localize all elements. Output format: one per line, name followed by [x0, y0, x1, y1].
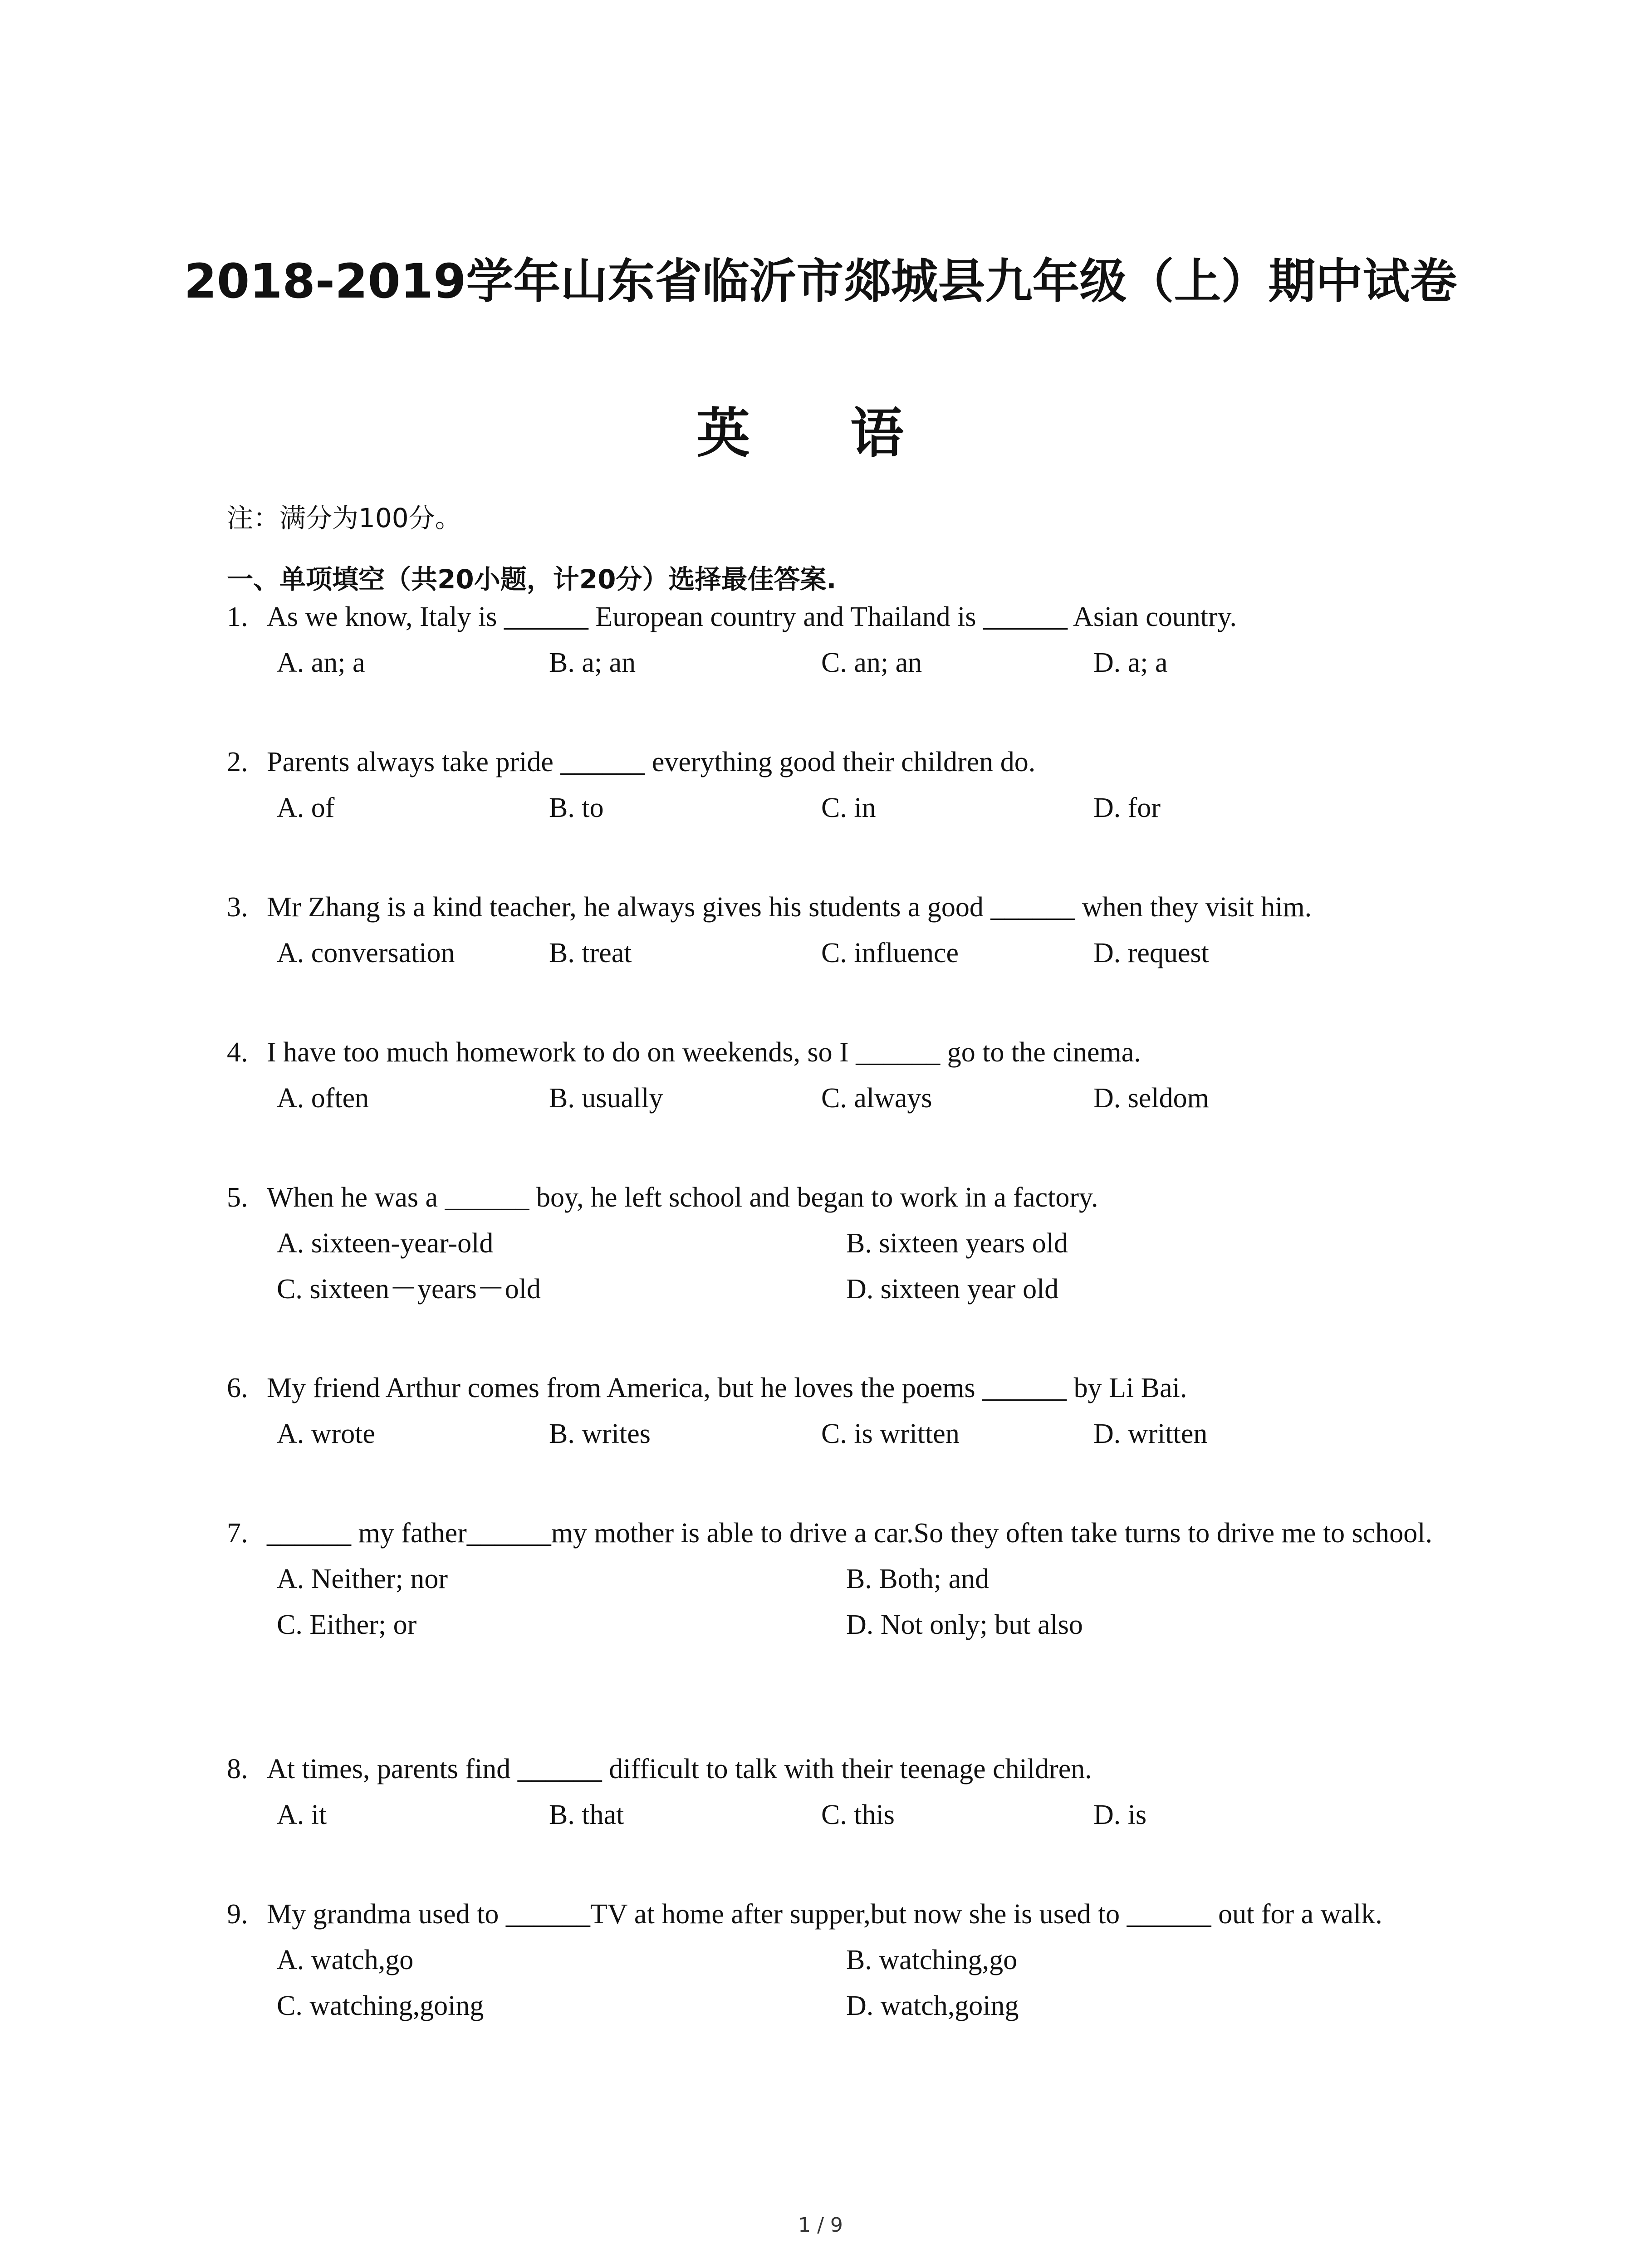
question-stem: My friend Arthur comes from America, but he loves the poems ______ by Li Bai. — [267, 1373, 1187, 1403]
option-c: C. is written — [821, 1418, 960, 1449]
option-a: A. of — [277, 792, 335, 823]
option-d: D. a; a — [1093, 647, 1168, 678]
option-b: B. that — [549, 1799, 624, 1830]
question-number: 2. — [227, 747, 248, 777]
question-stem: When he was a ______ boy, he left school and began to work in a factory. — [267, 1182, 1098, 1213]
option-d: D. request — [1093, 938, 1209, 968]
option-d: D. for — [1093, 792, 1161, 823]
option-a: A. watch,go — [277, 1945, 414, 1975]
question-stem: At times, parents find ______ difficult to talk with their teenage children. — [267, 1754, 1092, 1784]
option-d: D. seldom — [1093, 1083, 1209, 1114]
question-7 — [227, 1510, 1452, 1648]
question-stem: My grandma used to ______TV at home after supper,but now she is used to ______ out for a walk. — [267, 1899, 1382, 1930]
question-number: 8. — [227, 1754, 248, 1784]
option-a: A. Neither; nor — [277, 1564, 448, 1594]
option-c: C. always — [821, 1083, 932, 1114]
option-d: D. Not only; but also — [846, 1609, 1083, 1640]
option-d: D. written — [1093, 1418, 1208, 1449]
question-4 — [227, 1030, 1452, 1121]
option-d: D. is — [1093, 1799, 1147, 1830]
question-number: 9. — [227, 1899, 248, 1930]
question-stem: ______ my father______my mother is able to drive a car.So they often take turns to drive me to school. — [267, 1518, 1432, 1549]
question-stem: Parents always take pride ______ everything good their children do. — [267, 747, 1036, 777]
option-c: C. Either; or — [277, 1609, 417, 1640]
page-number: 1 / 9 — [798, 2214, 843, 2237]
section-heading: 一、单项填空（共20小题，计20分）选择最佳答案. — [227, 564, 837, 595]
option-b: B. watching,go — [846, 1945, 1018, 1975]
question-number: 3. — [227, 892, 248, 923]
question-stem: I have too much homework to do on weekends, so I ______ go to the cinema. — [267, 1037, 1141, 1068]
option-c: C. watching,going — [277, 1990, 484, 2021]
question-3 — [227, 885, 1452, 976]
subject-heading: 英 语 — [696, 401, 945, 464]
option-b: B. writes — [549, 1418, 651, 1449]
question-6 — [227, 1365, 1452, 1457]
option-b: B. usually — [549, 1083, 663, 1114]
question-number: 6. — [227, 1373, 248, 1403]
question-9 — [227, 1892, 1452, 2029]
option-d: D. watch,going — [846, 1990, 1019, 2021]
score-note: 注：满分为100分。 — [227, 503, 461, 533]
option-b: B. Both; and — [846, 1564, 989, 1594]
question-number: 1. — [227, 601, 248, 632]
option-c: C. an; an — [821, 647, 922, 678]
option-a: A. it — [277, 1799, 327, 1830]
option-c: C. in — [821, 792, 876, 823]
exam-title: 2018-2019学年山东省临沂市郯城县九年级（上）期中试卷 — [184, 254, 1457, 309]
option-b: B. treat — [549, 938, 632, 968]
question-1 — [227, 594, 1452, 686]
question-number: 5. — [227, 1182, 248, 1213]
option-a: A. conversation — [277, 938, 455, 968]
option-b: B. sixteen years old — [846, 1228, 1068, 1259]
question-2 — [227, 739, 1452, 831]
option-a: A. sixteen-year-old — [277, 1228, 494, 1259]
question-number: 7. — [227, 1518, 248, 1549]
option-b: B. a; an — [549, 647, 636, 678]
question-stem: As we know, Italy is ______ European country and Thailand is ______ Asian country. — [267, 601, 1237, 632]
option-c: C. influence — [821, 938, 959, 968]
option-a: A. wrote — [277, 1418, 375, 1449]
option-a: A. often — [277, 1083, 369, 1114]
question-5 — [227, 1175, 1452, 1312]
option-b: B. to — [549, 792, 604, 823]
option-c: C. this — [821, 1799, 895, 1830]
option-a: A. an; a — [277, 647, 365, 678]
question-8 — [227, 1746, 1452, 1838]
question-stem: Mr Zhang is a kind teacher, he always gives his students a good ______ when they visit him. — [267, 892, 1312, 923]
option-d: D. sixteen year old — [846, 1274, 1059, 1305]
question-number: 4. — [227, 1037, 248, 1068]
option-c: C. sixteen－years－old — [277, 1274, 541, 1305]
